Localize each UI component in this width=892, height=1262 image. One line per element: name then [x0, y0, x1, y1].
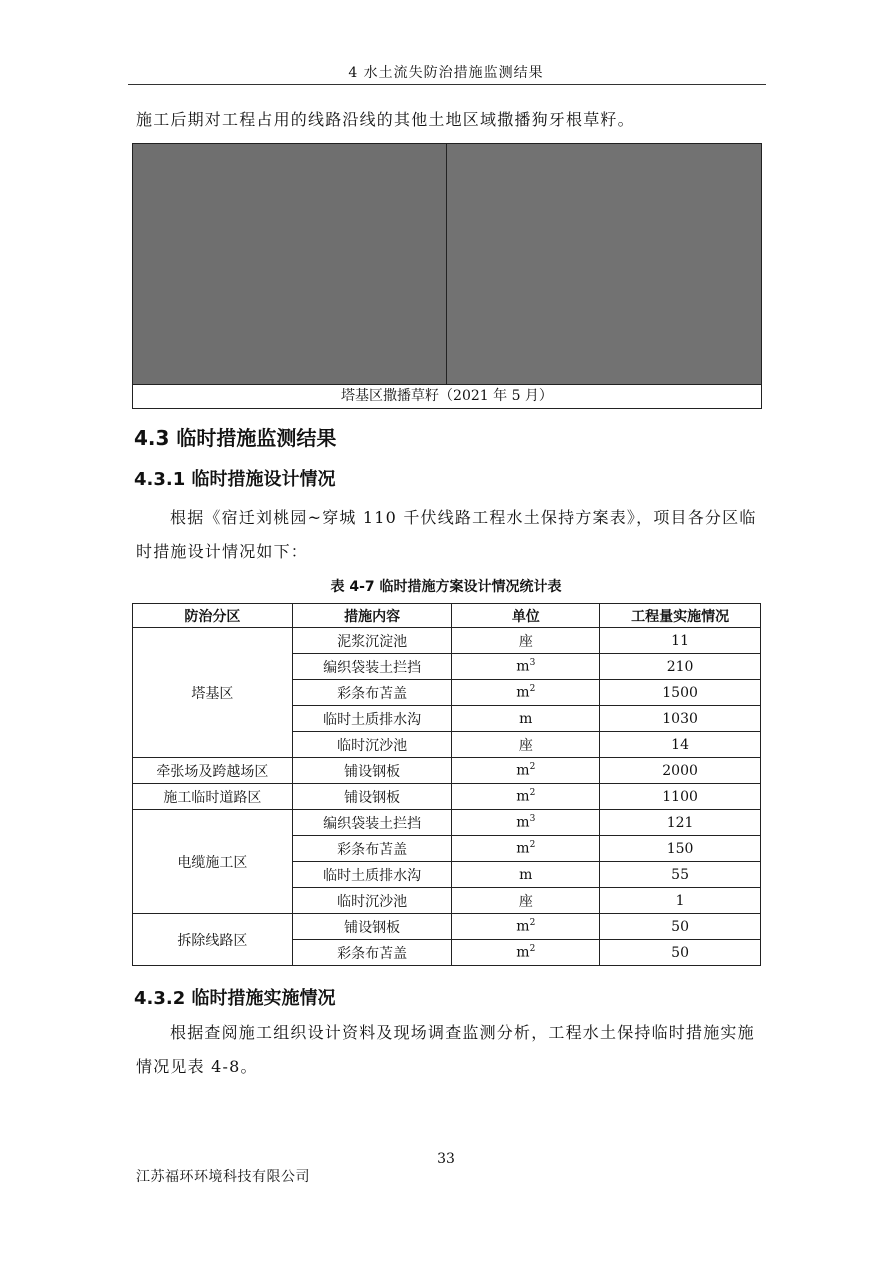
intro-paragraph: 施工后期对工程占用的线路沿线的其他土地区域撒播狗牙根草籽。	[136, 110, 635, 129]
unit-exponent: 3	[529, 658, 536, 669]
unit-exponent: 2	[529, 684, 536, 695]
section-heading	[134, 422, 336, 451]
measure-cell: 临时沉沙池	[292, 732, 452, 758]
unit-cell	[452, 914, 600, 940]
table-row	[133, 784, 761, 810]
unit-cell	[452, 654, 600, 680]
quantity-cell: 55	[600, 862, 761, 888]
unit-cell	[452, 732, 600, 758]
subsection-heading-2	[134, 984, 336, 1010]
subsection-title: 临时措施实施情况	[191, 988, 336, 1009]
measure-cell: 铺设钢板	[292, 758, 452, 784]
header-rule	[128, 84, 766, 85]
design-paragraph: 根据《宿迁刘桃园~穿城 110 千伏线路工程水土保持方案表》，项目各分区临时措施设计情况如下：	[136, 508, 757, 561]
subsection-title: 临时措施设计情况	[191, 469, 336, 490]
measure-cell: 泥浆沉淀池	[292, 628, 452, 654]
site-photo-left	[133, 144, 447, 385]
unit-exponent: 2	[529, 918, 536, 929]
quantity-cell: 1030	[600, 706, 761, 732]
table-caption: 表 4-7 临时措施方案设计情况统计表	[330, 579, 562, 595]
site-photo-right	[447, 144, 761, 385]
column-header: 单位	[452, 604, 600, 628]
unit-exponent: 2	[529, 944, 536, 955]
measure-cell: 编织袋装土拦挡	[292, 810, 452, 836]
unit-cell	[452, 862, 600, 888]
column-header: 措施内容	[292, 604, 452, 628]
unit-base: 座	[518, 633, 533, 650]
table-row	[133, 810, 761, 836]
table-row	[133, 758, 761, 784]
measure-cell: 铺设钢板	[292, 784, 452, 810]
subsection-number: 4.3.1	[134, 469, 186, 490]
quantity-cell: 11	[600, 628, 761, 654]
unit-exponent: 2	[529, 840, 536, 851]
quantity-cell: 1100	[600, 784, 761, 810]
unit-exponent: 3	[529, 814, 536, 825]
quantity-cell: 1500	[600, 680, 761, 706]
subsection-heading-1	[134, 465, 336, 491]
measure-cell: 彩条布苫盖	[292, 940, 452, 966]
photo-figure	[132, 143, 762, 409]
measure-cell: 彩条布苫盖	[292, 680, 452, 706]
unit-base: m	[516, 762, 530, 779]
unit-cell	[452, 836, 600, 862]
table-row	[133, 914, 761, 940]
unit-base: m	[519, 710, 533, 727]
company-name: 江苏福环环境科技有限公司	[136, 1169, 310, 1185]
quantity-cell: 14	[600, 732, 761, 758]
measure-cell: 临时土质排水沟	[292, 706, 452, 732]
running-header: 4 水土流失防治措施监测结果	[348, 65, 544, 81]
unit-cell	[452, 680, 600, 706]
subsection-number: 4.3.2	[134, 988, 186, 1009]
unit-exponent: 2	[529, 788, 536, 799]
measure-cell: 临时沉沙池	[292, 888, 452, 914]
table-header-row	[133, 604, 761, 628]
unit-base: m	[516, 918, 530, 935]
unit-base: 座	[518, 737, 533, 754]
unit-cell	[452, 628, 600, 654]
measure-cell: 铺设钢板	[292, 914, 452, 940]
unit-cell	[452, 706, 600, 732]
unit-base: m	[516, 814, 530, 831]
zone-cell: 电缆施工区	[133, 810, 293, 914]
unit-base: m	[519, 866, 533, 883]
column-header: 工程量实施情况	[600, 604, 761, 628]
unit-exponent: 2	[529, 762, 536, 773]
column-header: 防治分区	[133, 604, 293, 628]
quantity-cell: 2000	[600, 758, 761, 784]
unit-cell	[452, 940, 600, 966]
implementation-paragraph: 根据查阅施工组织设计资料及现场调查监测分析，工程水土保持临时措施实施情况见表 4-8。	[136, 1023, 755, 1076]
table-row	[133, 628, 761, 654]
unit-base: 座	[518, 893, 533, 910]
photo-caption: 塔基区撒播草籽（2021 年 5 月）	[341, 388, 553, 404]
measures-table	[132, 603, 761, 966]
page-number: 33	[437, 1151, 455, 1167]
zone-cell: 牵张场及跨越场区	[133, 758, 293, 784]
measure-cell: 彩条布苫盖	[292, 836, 452, 862]
unit-cell	[452, 758, 600, 784]
unit-base: m	[516, 658, 530, 675]
zone-cell: 塔基区	[133, 628, 293, 758]
quantity-cell: 50	[600, 914, 761, 940]
section-number: 4.3	[134, 426, 170, 450]
table-body	[133, 628, 761, 966]
unit-cell	[452, 784, 600, 810]
quantity-cell: 121	[600, 810, 761, 836]
quantity-cell: 50	[600, 940, 761, 966]
quantity-cell: 1	[600, 888, 761, 914]
zone-cell: 拆除线路区	[133, 914, 293, 966]
measure-cell: 临时土质排水沟	[292, 862, 452, 888]
zone-cell: 施工临时道路区	[133, 784, 293, 810]
unit-base: m	[516, 684, 530, 701]
unit-base: m	[516, 840, 530, 857]
quantity-cell: 210	[600, 654, 761, 680]
unit-base: m	[516, 944, 530, 961]
unit-cell	[452, 810, 600, 836]
measure-cell: 编织袋装土拦挡	[292, 654, 452, 680]
unit-cell	[452, 888, 600, 914]
unit-base: m	[516, 788, 530, 805]
quantity-cell: 150	[600, 836, 761, 862]
section-title: 临时措施监测结果	[176, 426, 337, 450]
